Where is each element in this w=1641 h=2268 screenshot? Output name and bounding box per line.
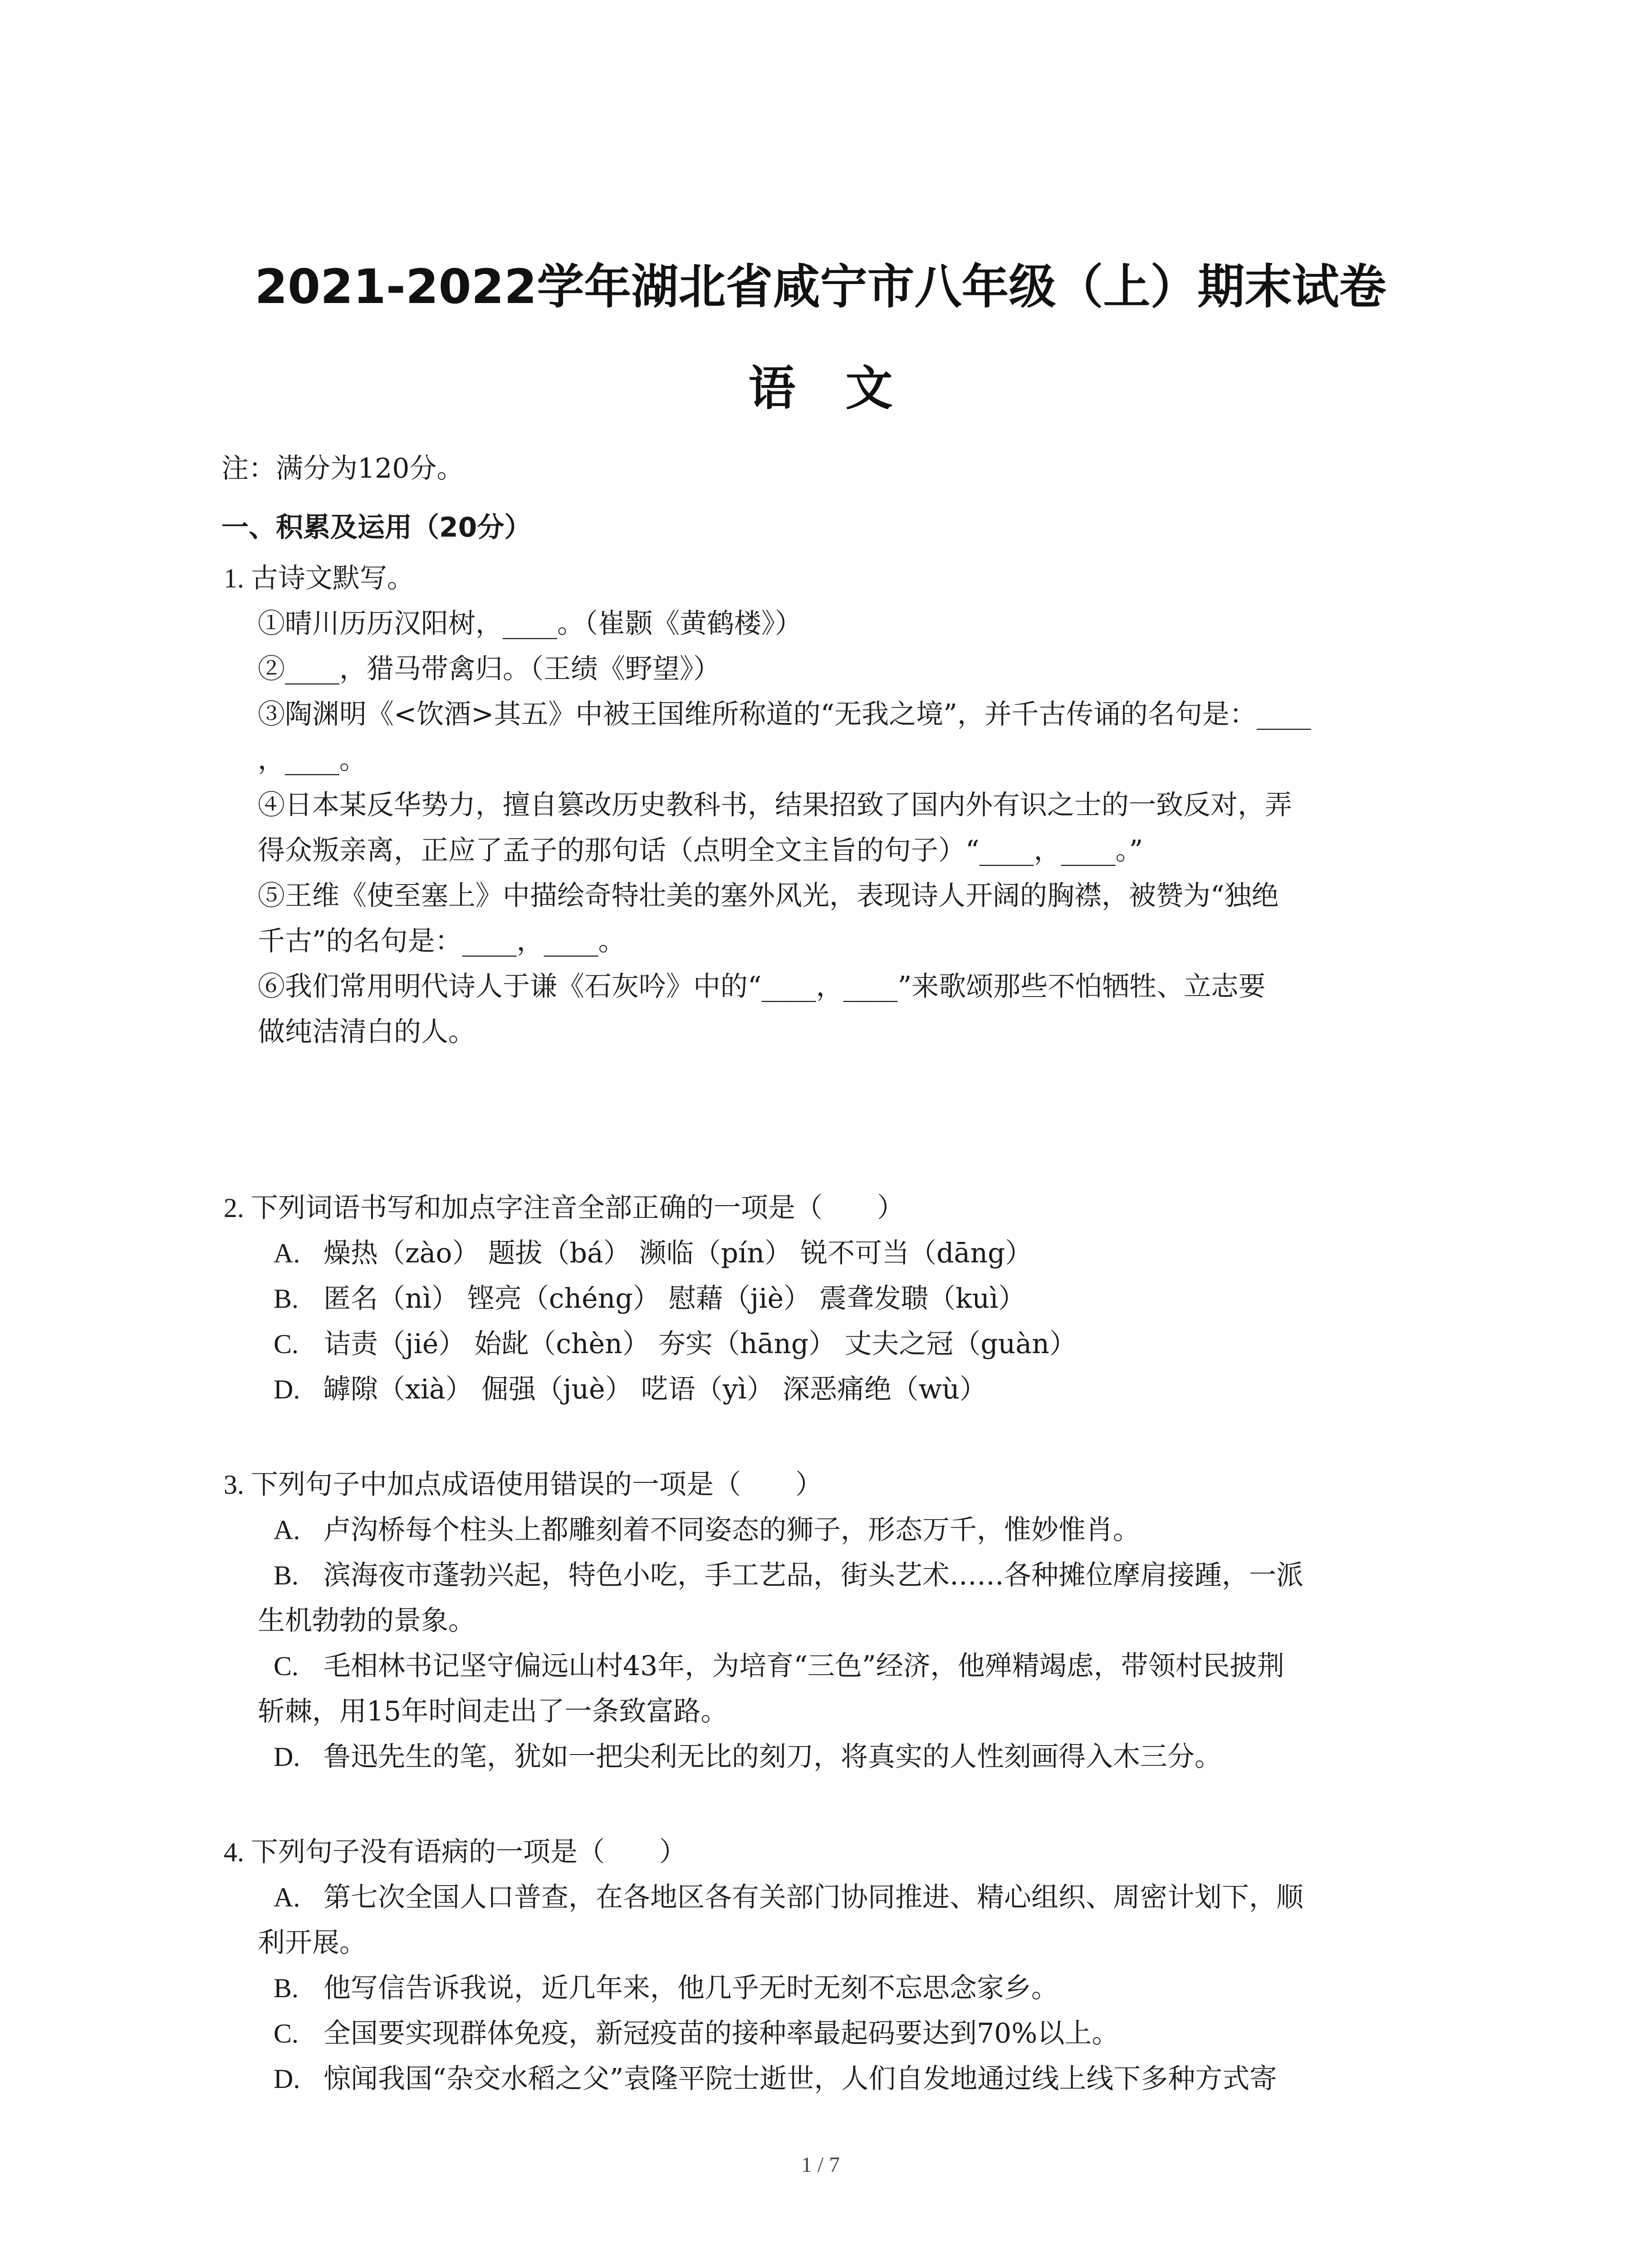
q4-option-continued: 利开展。 (258, 1927, 367, 1959)
q3-option (274, 1553, 1303, 1598)
q3-option (274, 1507, 1140, 1553)
option-letter: B. (274, 1284, 299, 1314)
q3-option-continued: 生机勃勃的景象。 (258, 1605, 475, 1637)
q2-option (274, 1321, 1077, 1367)
option-letter: D. (274, 1374, 300, 1404)
option-letter: C. (274, 1329, 299, 1359)
option-letter: A. (274, 1882, 300, 1912)
q2-option (274, 1276, 1025, 1321)
option-text: 匿名（nì） 铿亮（chéng） 慰藉（jiè） 震聋发聩（kuì） (323, 1283, 1026, 1315)
q1-line: ②____，猎马带禽归。（王绩《野望》） (258, 653, 720, 685)
option-letter: D. (274, 1742, 300, 1772)
q1-line: ⑥我们常用明代诗人于谦《石灰吟》中的“____，____”来歌颂那些不怕牺牲、立志要 (258, 971, 1266, 1002)
page-number: 1 / 7 (801, 2153, 840, 2177)
option-text: 他写信告诉我说，近几年来，他几乎无时无刻不忘思念家乡。 (323, 1972, 1058, 2004)
option-letter: A. (274, 1515, 300, 1545)
question-3-stem: 3. 下列句子中加点成语使用错误的一项是（ ） (224, 1470, 823, 1500)
question-2-stem: 2. 下列词语书写和加点字注音全部正确的一项是（ ） (224, 1193, 904, 1223)
option-letter: B. (274, 1973, 299, 2003)
option-letter: B. (274, 1560, 299, 1590)
option-text: 燥热（zào） 题拔（bá） 濒临（pín） 锐不可当（dāng） (323, 1237, 1033, 1269)
option-text: 罅隙（xià） 倔强（juè） 呓语（yì） 深恶痛绝（wù） (323, 1374, 987, 1405)
q1-line: ③陶渊明《<饮酒>其五》中被王国维所称道的“无我之境”，并千古传诵的名句是：____ (258, 699, 1311, 730)
q1-line: 做纯洁清白的人。 (258, 1016, 475, 1048)
q4-option (274, 1965, 1058, 2011)
option-letter: C. (274, 1651, 299, 1681)
q2-option (274, 1231, 1032, 1276)
option-text: 惊闻我国“杂交水稻之父”袁隆平院士逝世，人们自发地通过线上线下多种方式寄 (323, 2063, 1277, 2095)
q2-option (274, 1367, 987, 1412)
option-letter: C. (274, 2019, 299, 2048)
q3-option (274, 1734, 1222, 1779)
option-letter: A. (274, 1238, 300, 1268)
option-text: 卢沟桥每个柱头上都雕刻着不同姿态的狮子，形态万千，惟妙惟肖。 (323, 1514, 1140, 1546)
q4-option (274, 2056, 1277, 2102)
option-text: 全国要实现群体免疫，新冠疫苗的接种率最起码要达到70%以上。 (323, 2018, 1119, 2049)
option-letter: D. (274, 2064, 300, 2094)
q3-option (274, 1643, 1284, 1689)
q1-line: ⑤王维《使至塞上》中描绘奇特壮美的塞外风光，表现诗人开阔的胸襟，被赞为“独绝 (258, 880, 1279, 912)
q4-option (274, 1875, 1303, 1920)
q1-line: ，____。 (258, 744, 367, 776)
section-heading: 一、积累及运用（20分） (221, 512, 532, 543)
score-note: 注：满分为120分。 (221, 453, 464, 484)
q1-line: ①晴川历历汉阳树，____。（崔颢《黄鹤楼》） (258, 608, 802, 640)
option-text: 鲁迅先生的笔，犹如一把尖利无比的刻刀，将真实的人性刻画得入木三分。 (323, 1741, 1222, 1773)
option-text: 第七次全国人口普查，在各地区各有关部门协同推进、精心组织、周密计划下，顺 (323, 1882, 1303, 1913)
q1-line: ④日本某反华势力，擅自篡改历史教科书，结果招致了国内外有识之士的一致反对，弄 (258, 789, 1292, 821)
option-text: 滨海夜市蓬勃兴起，特色小吃，手工艺品，街头艺术……各种摊位摩肩接踵，一派 (323, 1559, 1303, 1591)
question-1-stem: 1. 古诗文默写。 (224, 563, 414, 593)
subject-title: 语文 (748, 361, 943, 416)
option-text: 诘责（jié） 始龀（chèn） 夯实（hāng） 丈夫之冠（guàn） (323, 1328, 1077, 1360)
question-4-stem: 4. 下列句子没有语病的一项是（ ） (224, 1837, 686, 1867)
page-title: 2021-2022学年湖北省咸宁市八年级（上）期末试卷 (255, 259, 1386, 314)
q1-line: 千古”的名句是：____，____。 (258, 925, 626, 957)
q1-line: 得众叛亲离，正应了孟子的那句话（点明全文主旨的句子）“____，____。” (258, 835, 1143, 866)
q4-option (274, 2011, 1119, 2056)
q3-option-continued: 斩棘，用15年时间走出了一条致富路。 (258, 1696, 728, 1727)
option-text: 毛相林书记坚守偏远山村43年，为培育“三色”经济，他殚精竭虑，带领村民披荆 (323, 1650, 1284, 1682)
